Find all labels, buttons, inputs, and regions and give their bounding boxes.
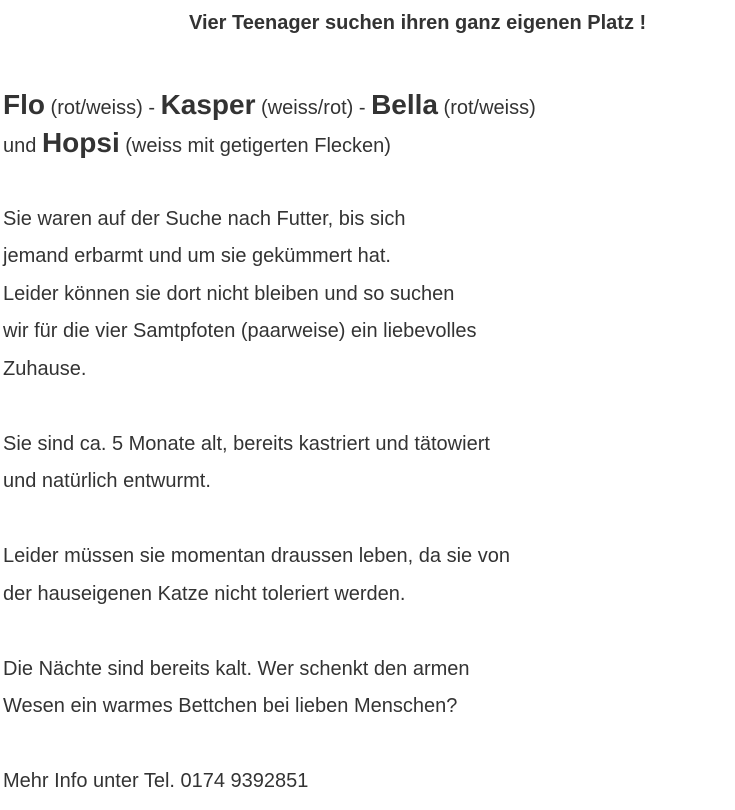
- paragraph-gap: [3, 501, 731, 539]
- paragraph-line: wir für die vier Samtpfoten (paarweise) ein liebevolles: [3, 320, 477, 342]
- paragraph-living: [3, 538, 731, 613]
- paragraph-line: Leider müssen sie momentan draussen leben, da sie von: [3, 545, 510, 567]
- paragraph-line: Leider können sie dort nicht bleiben und so suchen: [3, 282, 455, 305]
- cat-color-flo: (rot/weiss) -: [45, 97, 161, 119]
- paragraph-gap: [3, 726, 731, 764]
- cat-color-hopsi: (weiss mit getigerten Flecken): [119, 135, 391, 157]
- paragraph-line: Die Nächte sind bereits kalt. Wer schenkt den armen: [3, 657, 470, 680]
- paragraph-line: Sie sind ca. 5 Monate alt, bereits kastriert und tätowiert: [3, 432, 490, 455]
- contact-info: Mehr Info unter Tel. 0174 9392851: [3, 770, 309, 792]
- cat-color-kasper: (weiss/rot) -: [255, 97, 372, 119]
- cat-name-kasper: Kasper: [160, 89, 256, 120]
- paragraph-age: [3, 426, 731, 501]
- paragraph-line: Sie waren auf der Suche nach Futter, bis sich: [3, 207, 406, 230]
- paragraph-appeal: [3, 651, 731, 726]
- cat-name-hopsi: Hopsi: [41, 127, 120, 158]
- paragraph-line: der hauseigenen Katze nicht toleriert werden.: [3, 582, 406, 605]
- conjunction-und: und: [3, 135, 42, 157]
- paragraph-line: und natürlich entwurmt.: [3, 470, 211, 492]
- cat-names-line-1: [3, 88, 731, 122]
- page-title: Vier Teenager suchen ihren ganz eigenen Platz !: [189, 12, 647, 34]
- paragraph-line: jemand erbarmt und um sie gekümmert hat.: [3, 245, 391, 267]
- article-body: [3, 88, 731, 801]
- paragraph-gap: [3, 388, 731, 426]
- paragraph-line: Zuhause.: [3, 357, 87, 380]
- paragraph-line: Wesen ein warmes Bettchen bei lieben Menschen?: [3, 695, 458, 717]
- cat-names-line-2: [3, 122, 731, 163]
- paragraph-gap: [3, 613, 731, 651]
- paragraph-gap: [3, 163, 731, 201]
- paragraph-story: [3, 201, 731, 389]
- cat-color-bella: (rot/weiss): [438, 97, 536, 119]
- cat-name-bella: Bella: [371, 89, 438, 120]
- cat-name-flo: Flo: [3, 89, 45, 120]
